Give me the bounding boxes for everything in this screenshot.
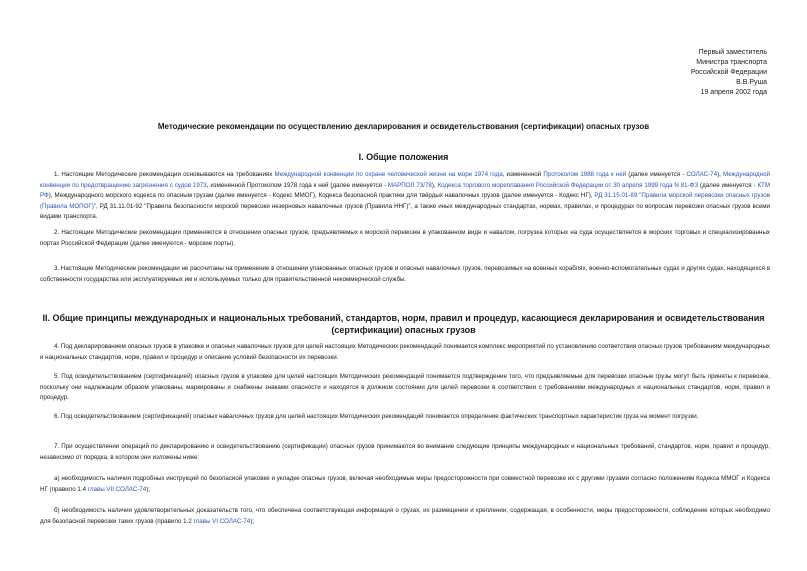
paragraph-7b bbox=[40, 506, 770, 527]
paragraph-4: 4. Под декларированием опасных грузов в упаковке и опасных навалочных грузов для целей настоящих Методических рекомендаций понимается комплекс мероприятий по установлению соответствия опасных грузов требованиям международных и национальных стандартов, норм, правил и процедур и описание условий безопасности их перевозки. bbox=[40, 343, 770, 361]
paragraph-5: 5. Под освидетельствованием (сертификацией) опасных грузов в упаковке для целей настоящих Методических рекомендаций понимается подтверждение того, что предъявляемые для перевозки опасные грузы могут быть приняты к перевозке, поскольку они надлежащим образом упакованы, маркированы и снабжены знаками опасности и находятся в должном состоянии для целей перевозки в соответствии с требованиями международных и национальных стандартов, норм, правил и процедур. bbox=[40, 373, 770, 401]
paragraph-3: 3. Настоящие Методические рекомендации не рассчитаны на применение в отношении упакованных опасных грузов и опасных навалочных грузов, перевозимых на военных кораблях, военно-вспомогательных судах и других судах, находящихся в собственности государства или эксплуатируемых им и используемых только для правительственной некоммерческой службы. bbox=[40, 265, 770, 283]
link-marpol-73-78[interactable]: МАРПОЛ 73/78 bbox=[387, 181, 432, 189]
p1-text-e: , измененной Протоколом 1978 года к ней (далее именуется - bbox=[206, 181, 388, 189]
document-title: Методические рекомендации по осуществлению декларирования и освидетельствования (сертификации) опасных грузов bbox=[157, 122, 650, 131]
link-rd-mopog[interactable]: РД 31.15.01-89 "Правила морской перевозки опасных грузов (Правила МОПОГ)" bbox=[40, 192, 770, 210]
section-2-heading: II. Общие принципы международных и национальных требований, стандартов, норм, правил и процедур, касающиеся декларирования и освидетельствования (сертификации) опасных грузов bbox=[42, 313, 765, 335]
link-protocol-1988[interactable]: Протоколом 1988 года к ней bbox=[543, 171, 627, 178]
approval-ministry: Министра транспорта bbox=[696, 59, 767, 66]
link-marpol-convention[interactable]: Международной конвенции по предотвращению загрязнения с судов 1973 bbox=[40, 171, 770, 189]
p1-text-b: , измененной bbox=[502, 171, 544, 178]
approval-date: 19 апреля 2002 года bbox=[700, 89, 767, 96]
link-ktm-rf[interactable]: КТМ РФ bbox=[40, 181, 770, 199]
p1-text-a: 1. Настоящие Методические рекомендации основываются на требованиях bbox=[54, 171, 275, 178]
approval-position: Первый заместитель bbox=[698, 49, 767, 56]
section-1-heading: I. Общие положения bbox=[358, 152, 449, 162]
paragraph-6: 6. Под освидетельствованием (сертификацией) опасных навалочных грузов для целей настоящих Методических рекомендаций понимается определение фактических транспортных характеристик груза на момент погрузки. bbox=[54, 413, 699, 420]
p7b-text-b: ); bbox=[250, 517, 255, 525]
p7a-text-a: а) необходимость наличия подробных инструкций по безопасной упаковке и укладке опасных грузов, включая необходимые меры предосторожности при совместной перевозке их с другими грузами согласно положениям Кодекса ММОГ и Кодекса НГ (правило 1.4 bbox=[40, 475, 770, 493]
p7a-text-b: ); bbox=[146, 485, 150, 493]
p1-text-i: , РД 31.11.01-92 "Правила безопасности морской перевозки незерновых навалочных грузов (Правила ННГ)", а также иных международных стандартах, нормах, правилах, и процедурах по вопросам перевозки опасных грузов всеми видами транспорта. bbox=[40, 202, 770, 220]
approval-signatory: В.В.Руша bbox=[736, 79, 767, 86]
p1-text-d: ), bbox=[717, 171, 724, 178]
p7b-text-a: б) необходимость наличия удовлетворительных доказательств того, что обеспечена соответствующая информация о грузах, их размещении и креплении, содержащая, в особенности, меры предосторожности, соблюдение которых необходимо для безопасной перевозки таких грузов (правило 1.2 bbox=[40, 507, 770, 525]
link-solas-74[interactable]: СОЛАС-74 bbox=[686, 171, 718, 178]
approval-country: Российской Федерации bbox=[690, 69, 767, 76]
p1-text-h: ), Международного морского кодекса по опасным грузам (далее именуется - Кодекс ММОГ), Кодекса безопасной практики для твёрдых навалочных грузов (далее именуется - Кодекс НГ), bbox=[48, 192, 595, 199]
paragraph-7: 7. При осуществлении операций по декларированию и освидетельствованию (сертификации) опасных грузов принимаются во внимание следующие принципы международных и национальных требований, стандартов, норм, правил и процедур, независимо от порядка, в котором они изложены ниже: bbox=[40, 443, 770, 461]
p1-text-g: (далее именуется - bbox=[698, 181, 758, 189]
paragraph-1 bbox=[40, 170, 770, 223]
approval-block bbox=[691, 48, 767, 98]
link-solas-chapter-vi[interactable]: главы VI СОЛАС-74 bbox=[193, 517, 251, 525]
p1-text-c: (далее именуется - bbox=[626, 171, 687, 178]
link-merchant-shipping-code[interactable]: Кодекса торгового мореплавания Российской Федерации от 30 апреля 1999 года N 81-ФЗ bbox=[437, 181, 699, 189]
link-solas-chapter-vii[interactable]: главы VII СОЛАС-74 bbox=[87, 485, 147, 493]
paragraph-7a bbox=[40, 474, 770, 495]
paragraph-2: 2. Настоящие Методические рекомендации применяются в отношении опасных грузов, предъявляемых к морской перевозке в упакованном виде и навалом, погрузка которых на суда осуществляется в морских торговых и специализированных портах Российской Федерации (далее именуются - морские порты). bbox=[40, 229, 770, 247]
p1-text-f: ), bbox=[431, 181, 438, 189]
link-solas-convention[interactable]: Международной конвенции по охране человеческой жизни на море 1974 года bbox=[274, 171, 503, 178]
